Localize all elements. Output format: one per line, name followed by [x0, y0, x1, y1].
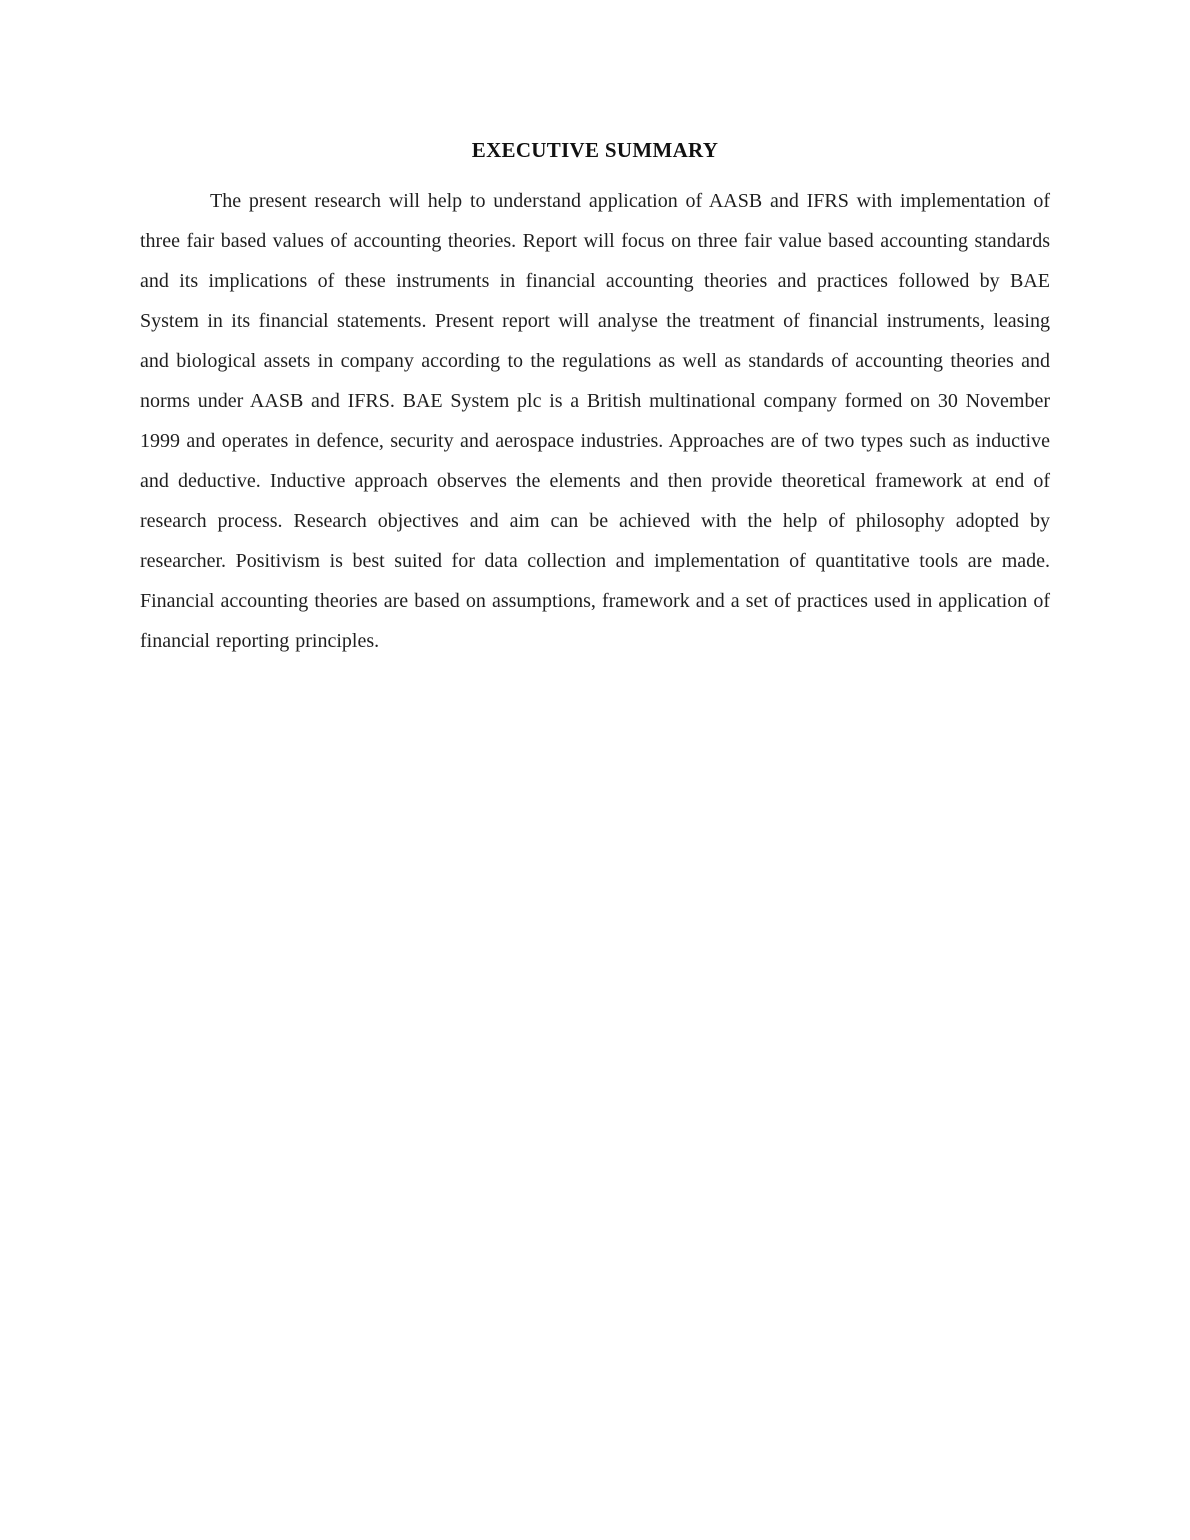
page-title: EXECUTIVE SUMMARY	[471, 138, 719, 162]
executive-summary-paragraph: The present research will help to understand application of AASB and IFRS with implementation of three fair based values of accounting theories. Report will focus on three fair value based accounting standards and its implications of these instruments in financial accounting theories and practices followed by BAE System in its financial statements. Present report will analyse the treatment of financial instruments, leasing and biological assets in company according to the regulations as well as standards of accounting theories and norms under AASB and IFRS. BAE System plc is a British multinational company formed on 30 November 1999 and operates in defence, security and aerospace industries. Approaches are of two types such as inductive and deductive. Inductive approach observes the elements and then provide theoretical framework at end of research process. Research objectives and aim can be achieved with the help of philosophy adopted by researcher. Positivism is best suited for data collection and implementation of quantitative tools are made. Financial accounting theories are based on assumptions, framework and a set of practices used in application of financial reporting principles.	[140, 190, 1050, 652]
